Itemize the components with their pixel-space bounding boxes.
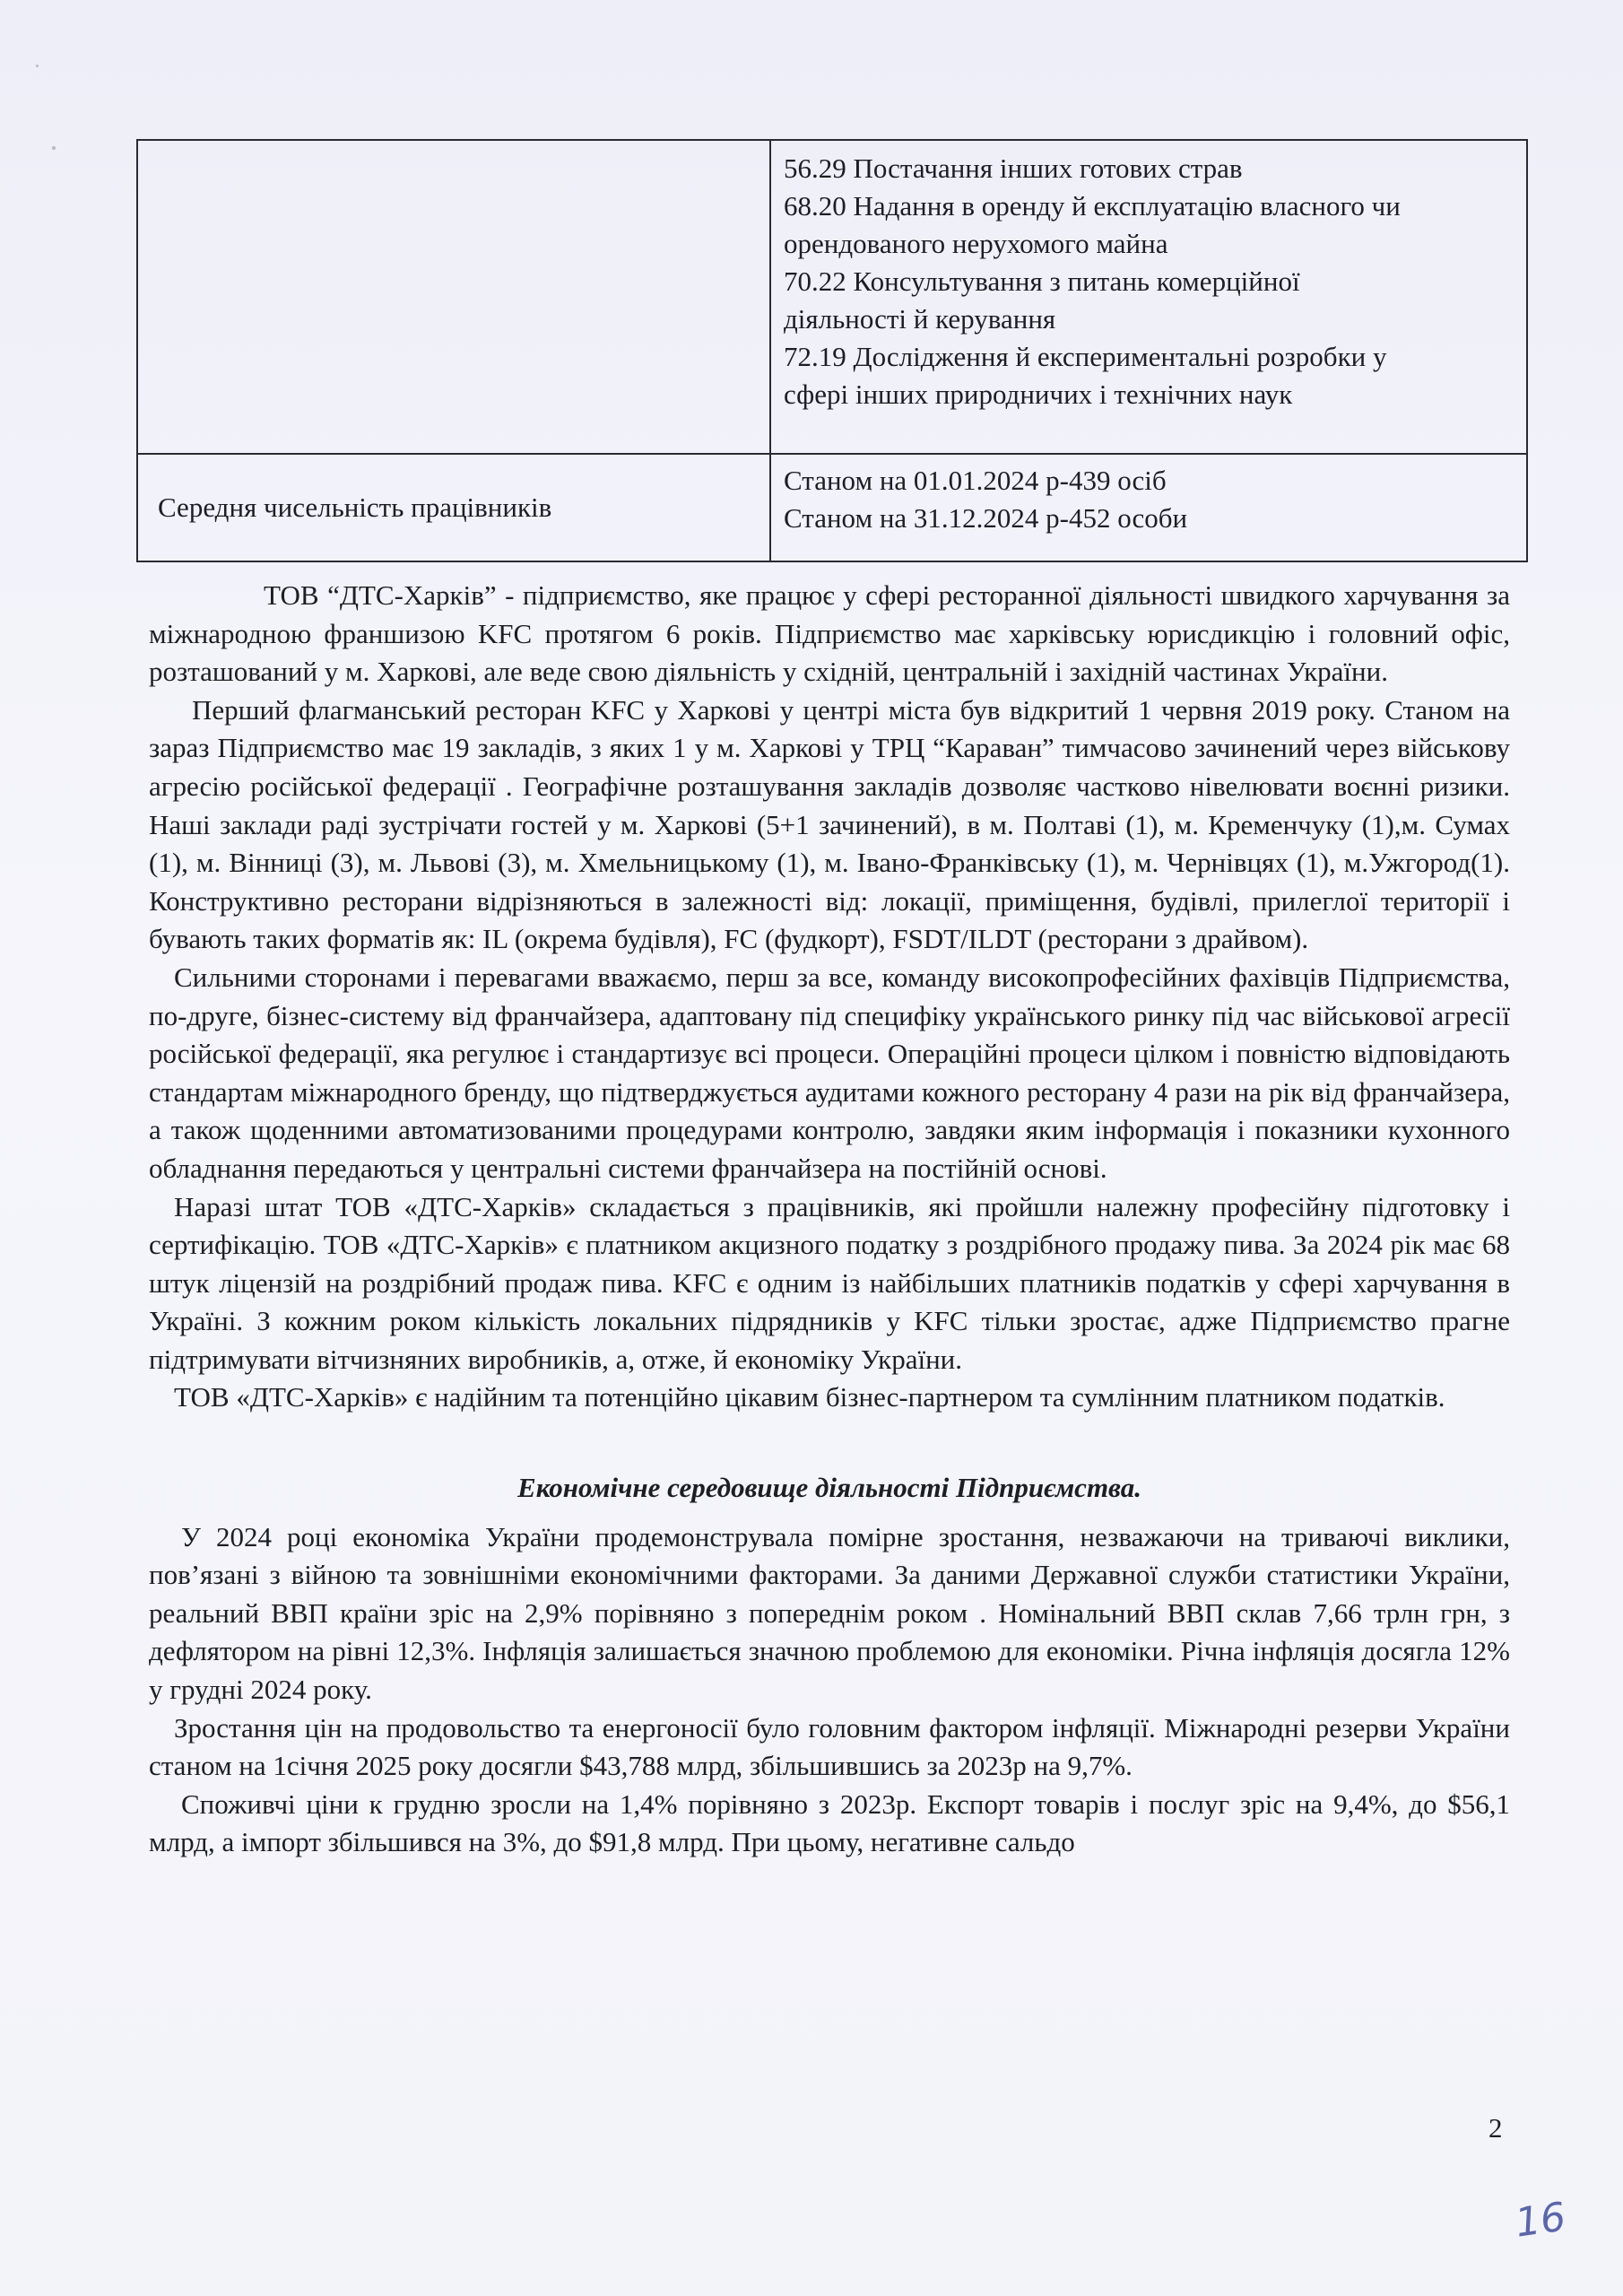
paragraph: Перший флагманський ресторан KFC у Харкові у центрі міста був відкритий 1 червня 2019 року. Станом на зараз Підприємство має 19 закладів, з яких 1 у м. Харкові у ТРЦ “Караван” тимчасово зачинений через військову агресію російської федерації . Географічне розташування закладів дозволяє частково нівелювати воєнні ризики. Наші заклади раді зустрічати гостей у м. Харкові (5+1 зачинений), в м. Полтаві (1), м. Кременчуку (1),м. Сумах (1), м. Вінниці (3), м. Львові (3), м. Хмельницькому (1), м. Івано-Франківську (1), м. Чернівцях (1), м.Ужгород(1). Конструктивно ресторани відрізняються в залежності від: локації, приміщення, будівлі, прилеглої території і бувають таких форматів як: IL (окрема будівля), FC (фудкорт), FSDT/ILDT (ресторани з драйвом). xyxy=(149,693,1510,955)
activity-codes-cell xyxy=(770,140,1527,454)
table-row xyxy=(137,140,1527,454)
employee-count-line: Станом на 31.12.2024 р-452 особи xyxy=(784,502,1188,534)
table-cell-empty xyxy=(137,140,770,454)
activity-code-line: сфері інших природничих і технічних наук xyxy=(784,378,1293,410)
paragraph: У 2024 році економіка України продемонструвала помірне зростання, незважаючи на триваючі виклики, пов’язані з війною та зовнішніми економічними факторами. За даними Державної служби статистики України, реальний ВВП країни зріс на 2,9% порівняно з попереднім роком . Номінальний ВВП склав 7,66 трлн грн, з дефлятором на рівні 12,3%. Інфляція залишається значною проблемою для економіки. Річна інфляція досягла 12% у грудні 2024 року. xyxy=(149,1520,1510,1706)
employee-count-values xyxy=(770,454,1527,561)
employee-count-label: Середня чисельність працівників xyxy=(137,454,770,561)
page-number: 2 xyxy=(1488,2112,1503,2144)
paragraph: Зростання цін на продовольство та енергоносії було головним фактором інфляції. Міжнародні резерви України станом на 1січня 2025 року досягли $43,788 млрд, збільшившись за 2023р на 9,7%. xyxy=(149,1711,1510,1782)
paragraph: Споживчі ціни к грудню зросли на 1,4% порівняно з 2023р. Експорт товарів і послуг зріс на 9,4%, до $56,1 млрд, а імпорт збільшився на 3%, до $91,8 млрд. При цьому, негативне сальдо xyxy=(149,1787,1510,1858)
scan-speck xyxy=(36,65,39,67)
activity-code-line: орендованого нерухомого майна xyxy=(784,228,1168,259)
activity-code-line: 68.20 Надання в оренду й експлуатацію власного чи xyxy=(784,190,1401,222)
company-info-table xyxy=(136,139,1528,562)
document-body xyxy=(149,577,1510,1862)
section-heading: Економічне середовище діяльності Підприємства. xyxy=(517,1472,1141,1504)
handwritten-sheet-number: 16 xyxy=(1512,2194,1569,2247)
paragraph: ТОВ «ДТС-Харків» є надійним та потенційно цікавим бізнес-партнером та сумлінним платником податків. xyxy=(174,1381,1445,1413)
paragraph: Сильними сторонами і перевагами вважаємо, перш за все, команду високопрофесійних фахівців Підприємства, по-друге, бізнес-систему від франчайзера, адаптовану під специфіку українського ринку під час військової агресії російської федерації, яка регулює і стандартизує всі процеси. Операційні процеси цілком і повністю відповідають стандартам міжнародного бренду, що підтверджується аудитами кожного ресторану 4 рази на рік від франчайзера, а також щоденними автоматизованими процедурами контролю, завдяки яким інформація і показники кухонного обладнання передаються у центральні системи франчайзера на постійній основі. xyxy=(149,961,1510,1184)
paragraph: ТОВ “ДТС-Харків” - підприємство, яке працює у сфері ресторанної діяльності швидкого харчування за міжнародною франшизою KFC протягом 6 років. Підприємство має харківську юрисдикцію і головний офіс, розташований у м. Харкові, але веде свою діяльність у східній, центральній і західній частинах України. xyxy=(149,579,1510,688)
activity-code-line: діяльності й керування xyxy=(784,303,1056,335)
activity-code-line: 56.29 Постачання інших готових страв xyxy=(784,152,1243,184)
activity-code-line: 72.19 Дослідження й експериментальні розробки у xyxy=(784,341,1387,372)
employee-count-line: Станом на 01.01.2024 р-439 осіб xyxy=(784,465,1167,496)
activity-code-line: 70.22 Консультування з питань комерційної xyxy=(784,265,1300,297)
table-row xyxy=(137,454,1527,561)
paragraph: Наразі штат ТОВ «ДТС-Харків» складається з працівників, які пройшли належну професійну підготовку і сертифікацію. ТОВ «ДТС-Харків» є платником акцизного податку з роздрібного продажу пива. За 2024 рік має 68 штук ліцензій на роздрібний продаж пива. KFC є одним із найбільших платників податків у сфері харчування в Україні. З кожним роком кількість локальних підрядників у KFC тільки зростає, адже Підприємство прагне підтримувати вітчизняних виробників, а, отже, й економіку України. xyxy=(149,1190,1510,1375)
scan-speck xyxy=(52,146,56,150)
